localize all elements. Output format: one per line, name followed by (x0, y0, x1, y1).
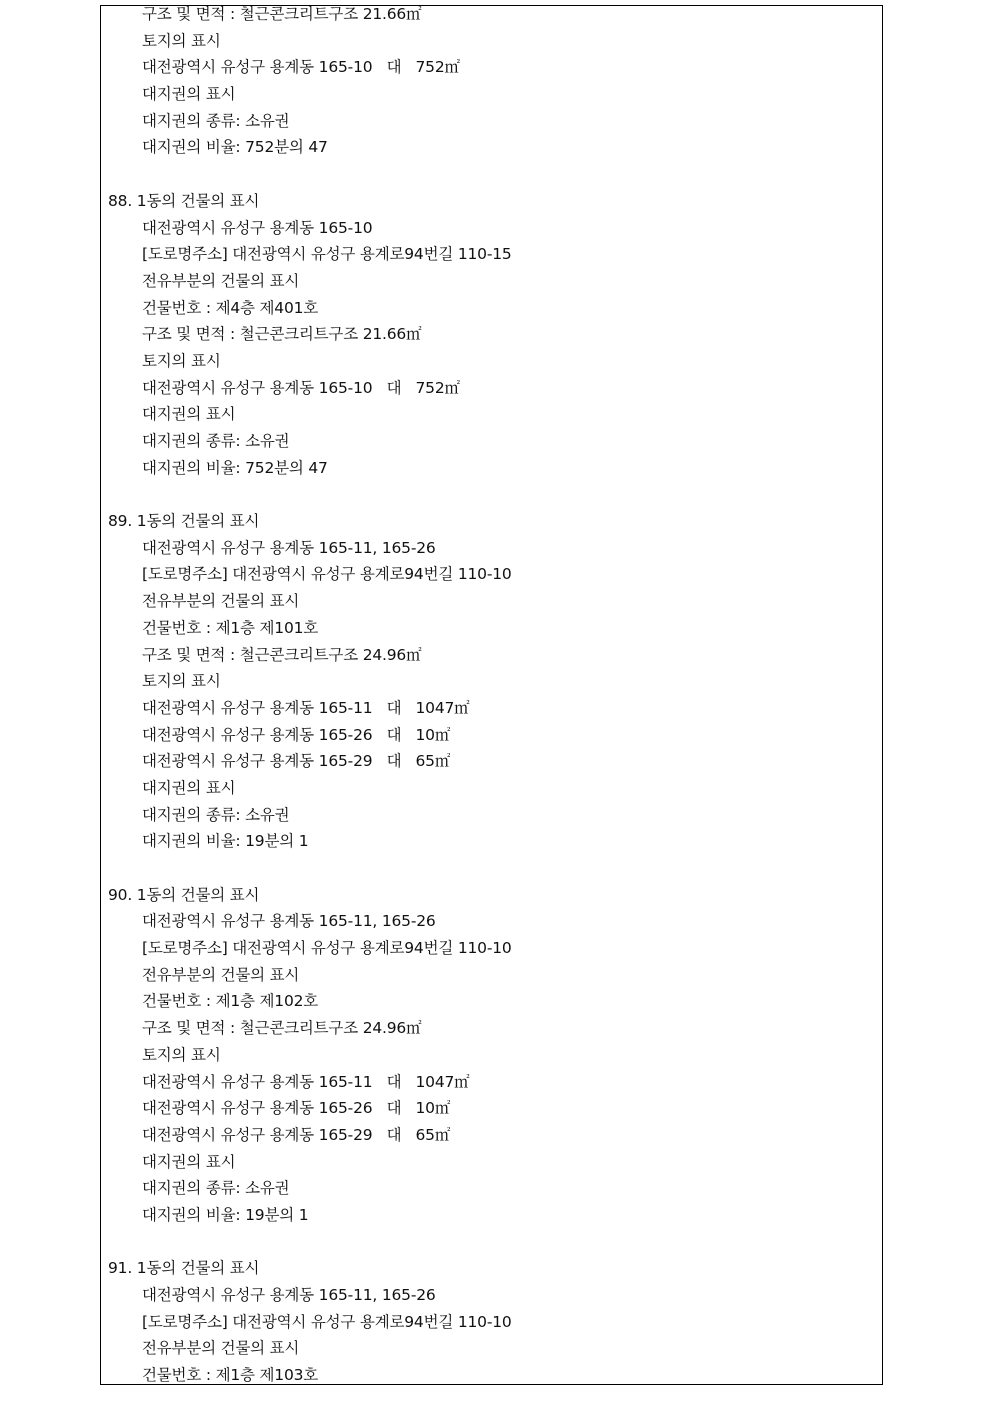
detail-line: 대지권의 표시 (142, 778, 236, 797)
detail-line: 대전광역시 유성구 용계동 165-11, 165-26 (142, 538, 436, 557)
section-spacer (108, 161, 882, 188)
detail-line: 대지권의 표시 (142, 1152, 236, 1171)
detail-line: 구조 및 면적 : 철근콘크리트구조 24.96㎡ (142, 1019, 422, 1038)
detail-line: 토지의 표시 (142, 31, 221, 50)
detail-line: [도로명주소] 대전광역시 유성구 용계로94번길 110-10 (142, 1312, 512, 1331)
detail-line: 대지권의 비율: 19분의 1 (142, 1205, 309, 1224)
section-spacer (108, 855, 882, 882)
detail-line: [도로명주소] 대전광역시 유성구 용계로94번길 110-10 (142, 939, 512, 958)
detail-line: 건물번호 : 제1층 제102호 (142, 992, 319, 1011)
detail-line: 대전광역시 유성구 용계동 165-10 (142, 218, 373, 237)
detail-line: 구조 및 면적 : 철근콘크리트구조 21.66㎡ (142, 325, 422, 344)
detail-line: 대전광역시 유성구 용계동 165-10 대 752㎡ (142, 378, 460, 397)
detail-line: 구조 및 면적 : 철근콘크리트구조 21.66㎡ (142, 5, 422, 23)
detail-line: 대전광역시 유성구 용계동 165-11, 165-26 (142, 1286, 436, 1304)
entry-heading: 91. 1동의 건물의 표시 (108, 1259, 260, 1278)
detail-line: 대지권의 종류: 소유권 (142, 1179, 290, 1198)
detail-line: 전유부분의 건물의 표시 (142, 271, 300, 290)
detail-line: 대전광역시 유성구 용계동 165-11 대 1047㎡ (142, 698, 470, 717)
detail-line: 대지권의 종류: 소유권 (142, 111, 290, 130)
detail-line: 토지의 표시 (142, 672, 221, 691)
detail-line: 대전광역시 유성구 용계동 165-26 대 10㎡ (142, 725, 451, 744)
entry-heading: 89. 1동의 건물의 표시 (108, 512, 260, 531)
detail-line: 대지권의 비율: 752분의 47 (142, 138, 328, 157)
document-page (100, 5, 883, 1385)
detail-line: 건물번호 : 제1층 제101호 (142, 618, 319, 637)
detail-line: 대지권의 비율: 19분의 1 (142, 832, 309, 851)
section-spacer (108, 1229, 882, 1256)
detail-line: 전유부분의 건물의 표시 (142, 592, 300, 611)
detail-line: 대전광역시 유성구 용계동 165-29 대 65㎡ (142, 752, 451, 771)
detail-line: 건물번호 : 제4층 제401호 (142, 298, 319, 317)
detail-line: 대지권의 표시 (142, 405, 236, 424)
detail-line: 건물번호 : 제1층 제103호 (142, 1366, 319, 1385)
detail-line: 전유부분의 건물의 표시 (142, 1339, 300, 1358)
detail-line: 대지권의 종류: 소유권 (142, 432, 290, 450)
section-spacer (108, 481, 882, 508)
detail-line: 대지권의 표시 (142, 85, 236, 104)
detail-line: 토지의 표시 (142, 351, 221, 370)
detail-line: 대전광역시 유성구 용계동 165-11, 165-26 (142, 912, 436, 931)
detail-line: 전유부분의 건물의 표시 (142, 965, 300, 984)
detail-line: 대지권의 종류: 소유권 (142, 805, 290, 824)
detail-line: 대전광역시 유성구 용계동 165-10 대 752㎡ (142, 58, 460, 77)
entry-heading: 88. 1동의 건물의 표시 (108, 191, 260, 210)
detail-line: 구조 및 면적 : 철근콘크리트구조 24.96㎡ (142, 645, 422, 664)
entry-heading: 90. 1동의 건물의 표시 (108, 885, 260, 904)
detail-line: 대지권의 비율: 752분의 47 (142, 458, 328, 477)
detail-line: [도로명주소] 대전광역시 유성구 용계로94번길 110-10 (142, 565, 512, 584)
detail-line: 대전광역시 유성구 용계동 165-11 대 1047㎡ (142, 1072, 470, 1091)
detail-line: [도로명주소] 대전광역시 유성구 용계로94번길 110-15 (142, 245, 512, 264)
detail-line: 대전광역시 유성구 용계동 165-26 대 10㎡ (142, 1099, 451, 1118)
detail-line: 대전광역시 유성구 용계동 165-29 대 65㎡ (142, 1125, 451, 1144)
document-content (108, 5, 882, 1385)
detail-line: 토지의 표시 (142, 1045, 221, 1064)
